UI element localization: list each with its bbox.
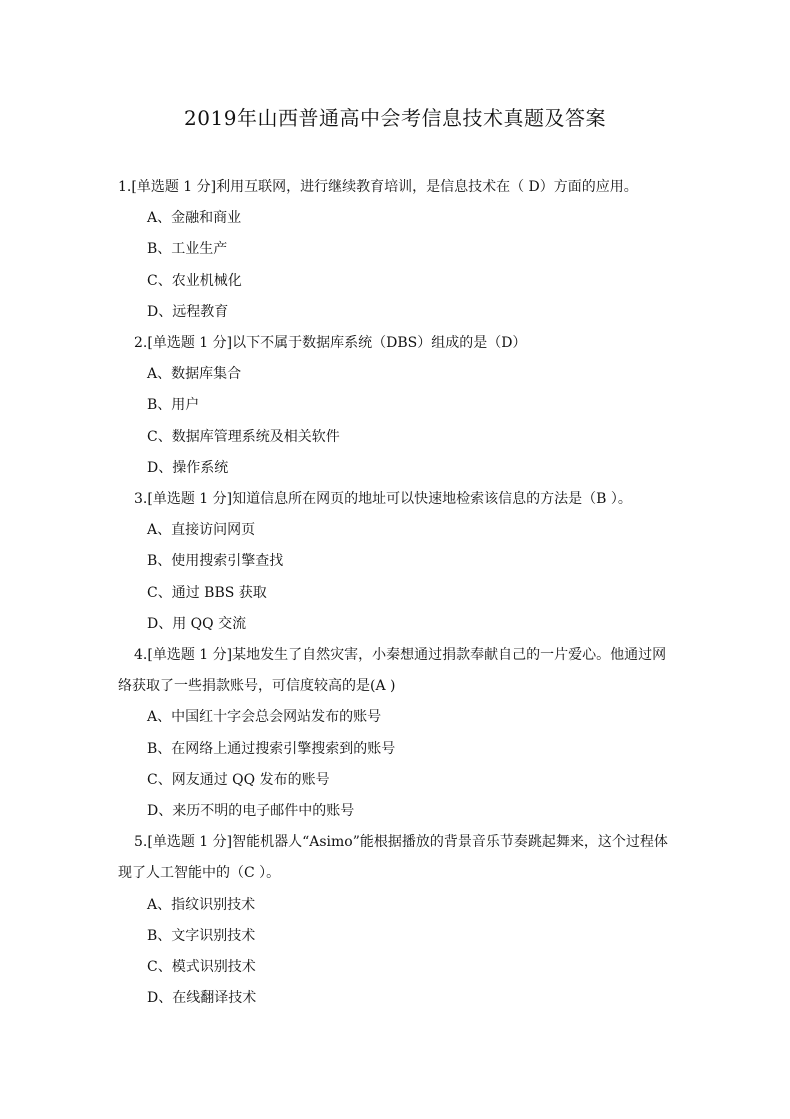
option-a: A、中国红十字会总会网站发布的账号 xyxy=(147,709,382,726)
question-1 xyxy=(0,172,790,328)
option-b: B、用户 xyxy=(147,397,200,414)
option-b: B、在网络上通过搜索引擎搜索到的账号 xyxy=(147,740,396,757)
option-a: A、指纹识别技术 xyxy=(147,896,256,913)
option-b: B、工业生产 xyxy=(147,241,228,258)
question-4 xyxy=(0,640,790,827)
option-c: C、农业机械化 xyxy=(147,272,242,289)
question-stem: 4.[单选题 1 分]某地发生了自然灾害，小秦想通过捐款奉献自己的一片爱心。他通过网络获取了一些捐款账号，可信度较高的是(A ) xyxy=(118,647,667,695)
option-a: A、直接访问网页 xyxy=(147,522,256,539)
question-3 xyxy=(0,484,790,640)
option-d: D、在线翻译技术 xyxy=(147,990,257,1007)
option-a: A、数据库集合 xyxy=(147,366,242,383)
option-d: D、来历不明的电子邮件中的账号 xyxy=(147,803,355,820)
option-b: B、文字识别技术 xyxy=(147,927,256,944)
question-2 xyxy=(0,328,790,484)
question-5 xyxy=(0,827,790,1014)
option-c: C、模式识别技术 xyxy=(147,959,256,976)
option-c: C、网友通过 QQ 发布的账号 xyxy=(147,771,330,788)
question-stem: 1.[单选题 1 分]利用互联网，进行继续教育培训，是信息技术在（ D）方面的应用。 xyxy=(118,179,638,195)
option-d: D、远程教育 xyxy=(147,303,229,320)
question-stem: 3.[单选题 1 分]知道信息所在网页的地址可以快速地检索该信息的方法是（B ）。 xyxy=(134,491,632,508)
option-b: B、使用搜索引擎查找 xyxy=(147,553,284,570)
option-a: A、金融和商业 xyxy=(147,210,242,227)
option-d: D、操作系统 xyxy=(147,459,229,476)
option-d: D、用 QQ 交流 xyxy=(147,615,247,632)
option-c: C、通过 BBS 获取 xyxy=(147,584,267,601)
question-list xyxy=(0,172,790,1014)
question-stem: 2.[单选题 1 分]以下不属于数据库系统（DBS）组成的是（D） xyxy=(134,335,527,352)
question-stem: 5.[单选题 1 分]智能机器人“Asimo”能根据播放的背景音乐节奏跳起舞来，这个过程体现了人工智能中的（C ）。 xyxy=(118,834,668,882)
option-c: C、数据库管理系统及相关软件 xyxy=(147,428,340,445)
page-title: 2019年山西普通高中会考信息技术真题及答案 xyxy=(184,106,606,130)
